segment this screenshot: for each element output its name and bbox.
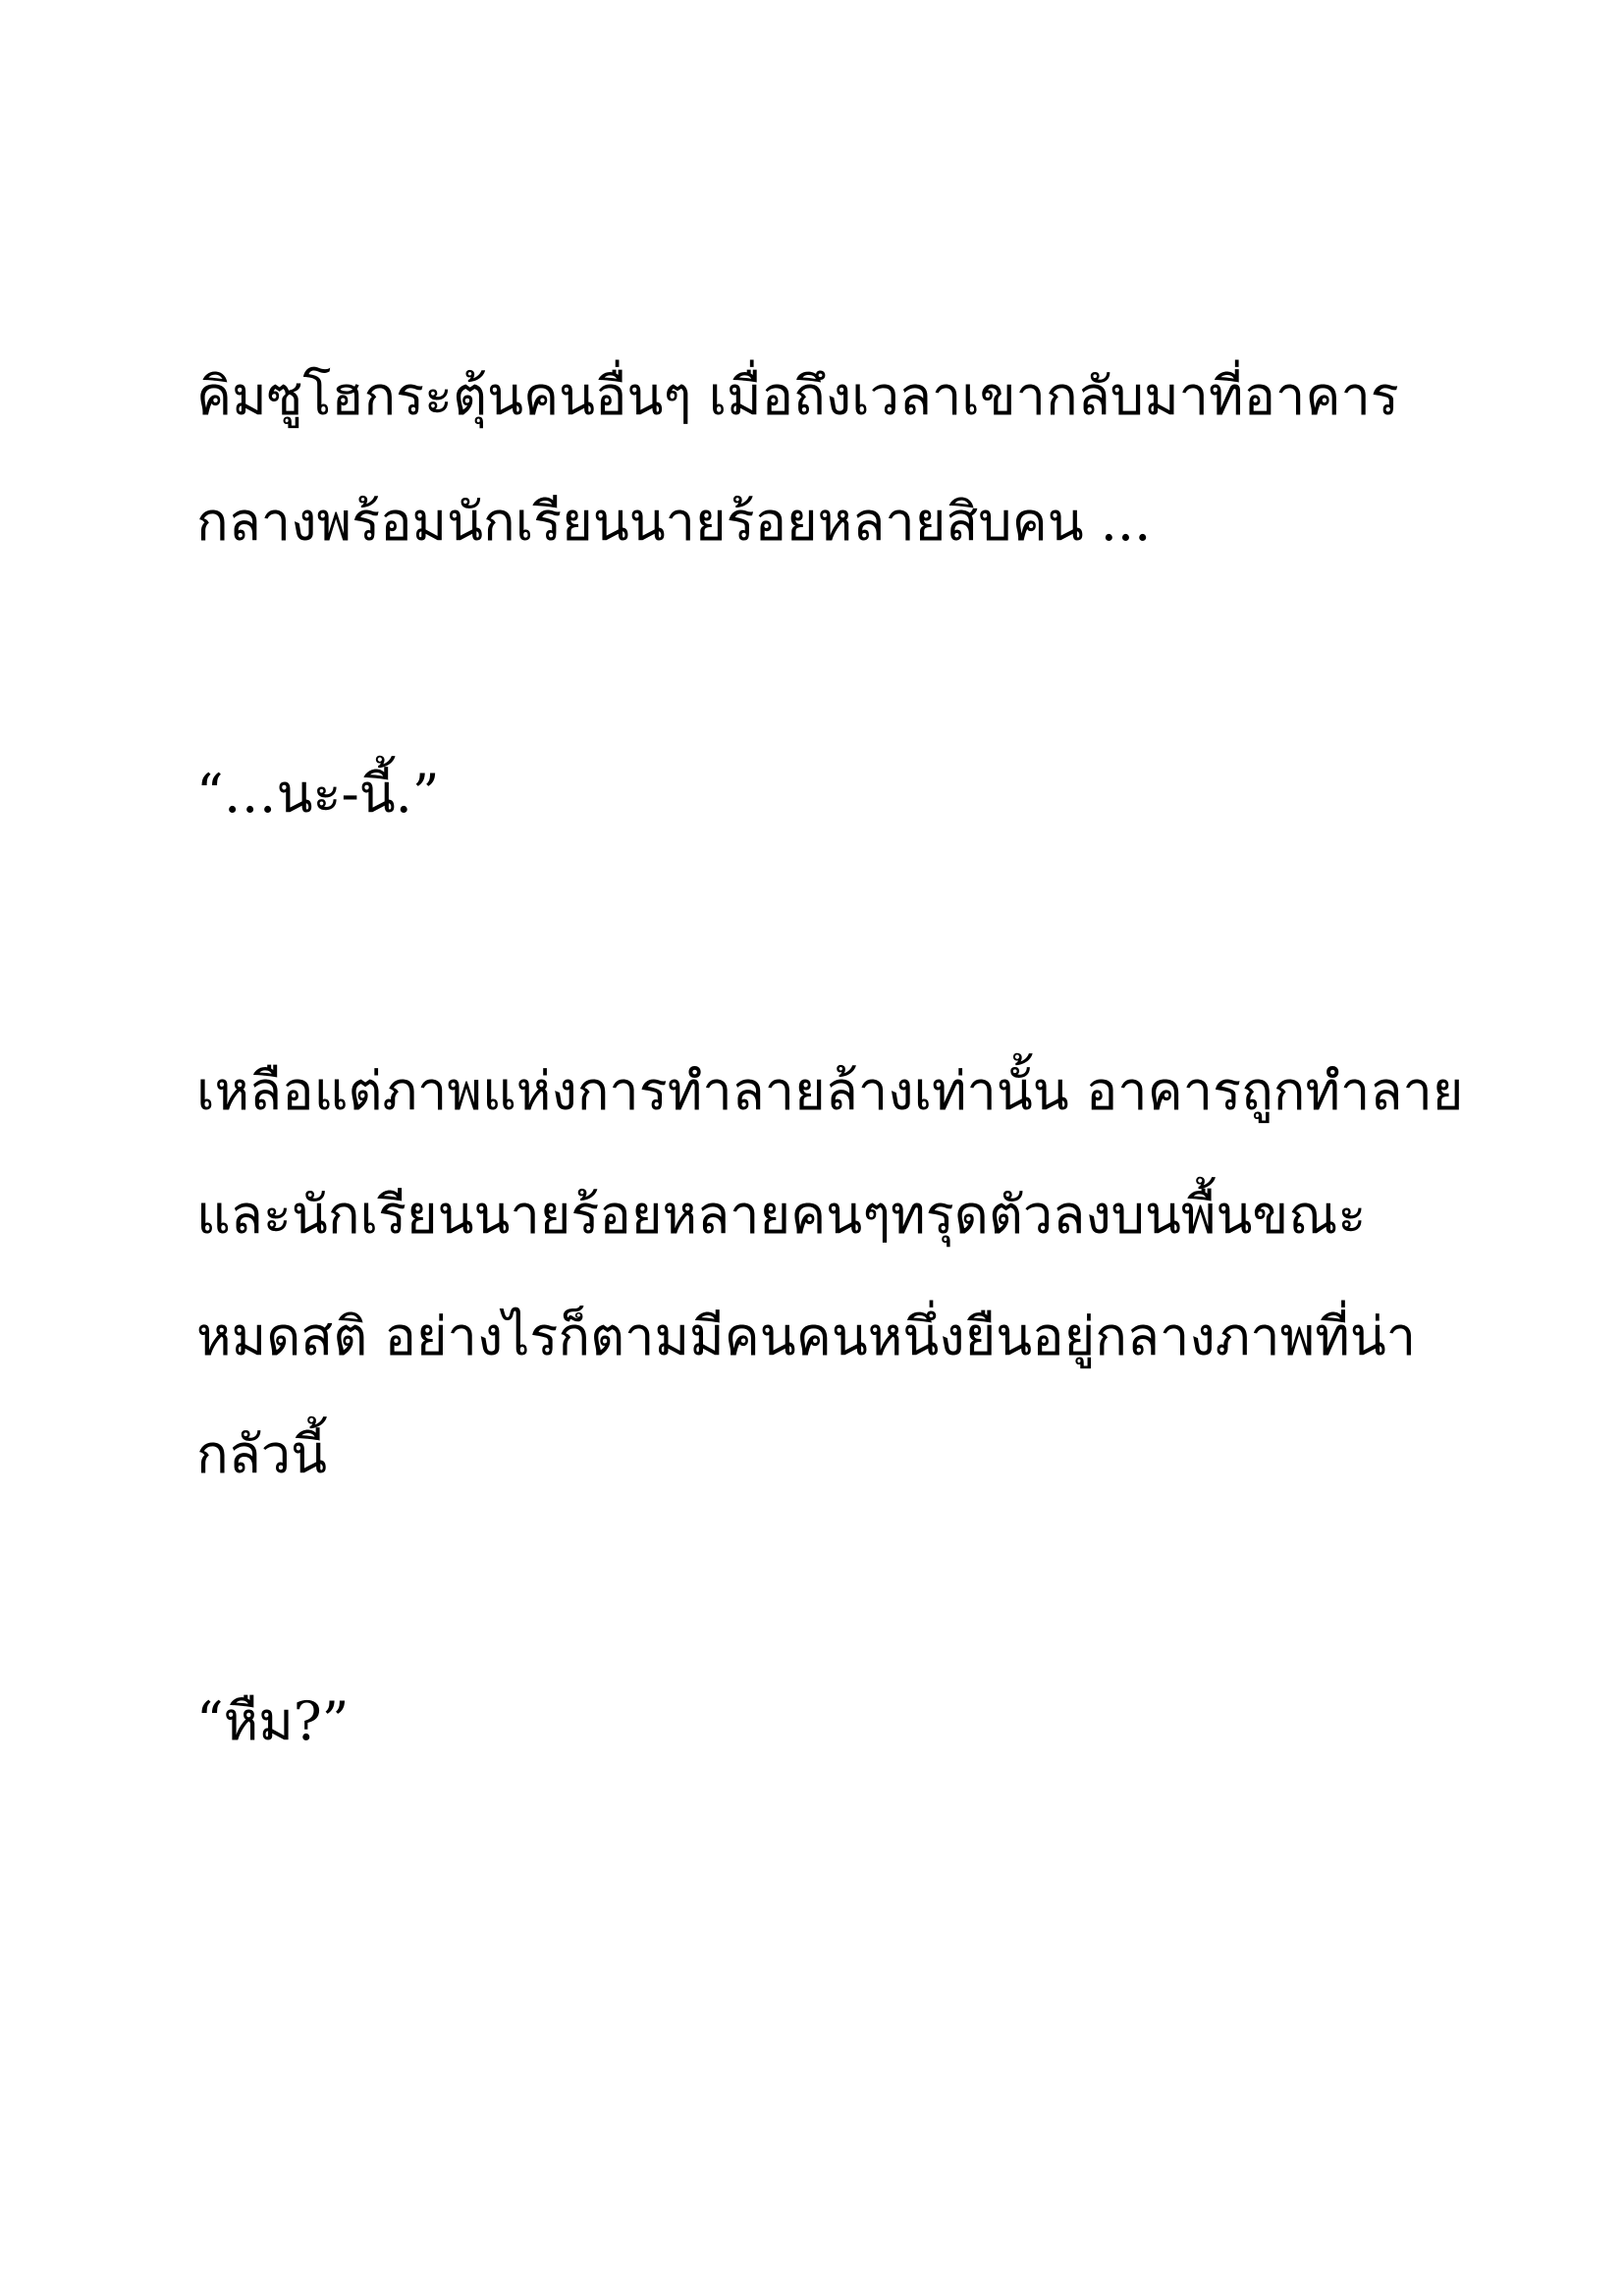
paragraph-1-line-2: กลางพร้อมนักเรียนนายร้อยหลายสิบคน ... xyxy=(196,491,1152,553)
dialogue-2: “หืม?” xyxy=(196,1690,350,1752)
paragraph-2-line-2: และนักเรียนนายร้อยหลายคนๆทรุดตัวลงบนพื้นขณะ xyxy=(196,1184,1367,1246)
paragraph-2-line-4: กลัวนี้ xyxy=(196,1423,328,1485)
paragraph-1-line-1: คิมซูโฮกระตุ้นคนอื่นๆ เมื่อถึงเวลาเขากลับมาที่อาคาร xyxy=(196,365,1399,427)
dialogue-1: “…นะ-นี้.” xyxy=(196,763,440,825)
paragraph-2-line-3: หมดสติ อย่างไรก็ตามมีคนคนหนึ่งยืนอยู่กลางภาพที่น่า xyxy=(196,1306,1417,1367)
paragraph-2-line-1: เหลือแต่ภาพแห่งการทำลายล้างเท่านั้น อาคารถูกทำลาย xyxy=(196,1060,1464,1122)
